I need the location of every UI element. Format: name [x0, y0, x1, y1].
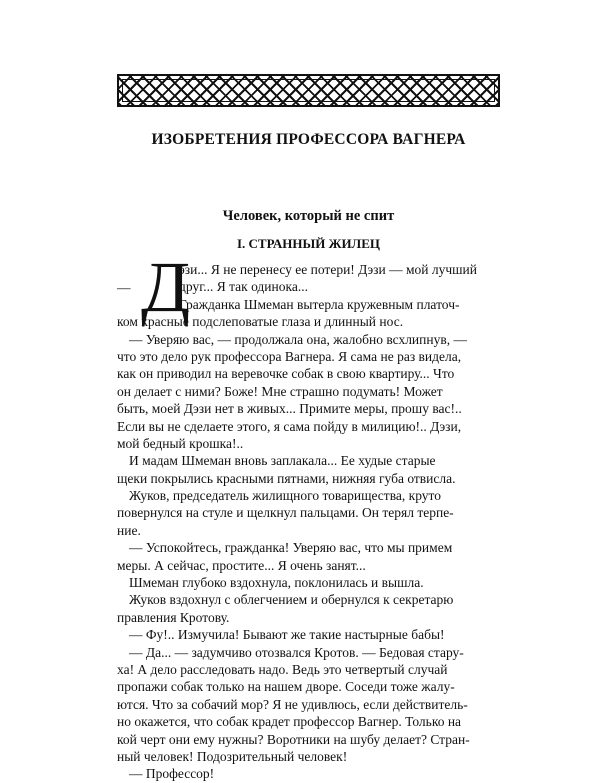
text-line: что это дело рук профессора Вагнера. Я сама не раз видела,	[117, 348, 462, 364]
part-title: ИЗОБРЕТЕНИЯ ПРОФЕССОРА ВАГНЕРА	[151, 131, 466, 148]
text-line: — Фу!.. Измучила! Бывают же такие настырные бабы!	[129, 627, 445, 643]
drop-cap: Д	[141, 247, 191, 327]
text-line: ются. Что за собачий мор? Я не удивлюсь, если действитель-	[117, 696, 468, 712]
text-line: он делает с ними? Боже! Мне страшно подумать! Может	[117, 383, 443, 399]
text-line: Жуков, председатель жилищного товарищества, круто	[129, 488, 441, 504]
text-line: Гражданка Шмеман вытерла кружевным платоч-	[179, 296, 460, 312]
text-line: Если вы не сделаете этого, я сама пойду в милицию!.. Дэзи,	[117, 418, 462, 434]
text-line: ха! А дело расследовать надо. Ведь это четвертый случай	[117, 661, 448, 677]
text-line: И мадам Шмеман вновь заплакала... Ее худые старые	[129, 453, 436, 469]
text-line: мой бедный крошка!..	[117, 435, 244, 451]
text-line: друг... Я так одинока...	[179, 279, 308, 295]
text-line: правления Кротову.	[117, 609, 230, 625]
text-line: Жуков вздохнул с облегчением и обернулся к секретарю	[129, 592, 454, 608]
text-line: ком красные подслеповатые глаза и длинный нос.	[117, 314, 404, 330]
text-line: — Да... — задумчиво отозвался Кротов. — Бедовая стару-	[129, 644, 464, 660]
text-line: — Успокойтесь, гражданка! Уверяю вас, что мы примем	[129, 540, 453, 556]
text-line: повернулся на стуле и щелкнул пальцами. Он терял терпе-	[117, 505, 454, 521]
text-line: ние.	[117, 522, 141, 538]
text-line: эзи... Я не перенесу ее потери! Дэзи — мой лучший	[179, 262, 477, 277]
story-title: Человек, который не спит	[222, 208, 395, 224]
decorative-ornament-band	[117, 74, 500, 107]
text-line: пропажи собак только на нашем дворе. Соседи тоже жалу-	[117, 679, 455, 695]
text-line: кой черт они ему нужны? Воротники на шубу делает? Стран-	[117, 731, 470, 747]
opening-dash: —	[117, 280, 131, 295]
text-line: как он приводил на веревочке собак в свою квартиру... Что	[117, 366, 455, 382]
text-line: — Профессор!	[129, 766, 215, 782]
text-line: Шмеман глубоко вздохнула, поклонилась и вышла.	[129, 575, 424, 591]
text-line: — Уверяю вас, — продолжала она, жалобно всхлипнув, —	[129, 331, 467, 347]
text-line: но окажется, что собак крадет профессор Вагнер. Только на	[117, 714, 462, 730]
text-line: ный человек! Подозрительный человек!	[117, 748, 348, 764]
text-line: щеки покрылись красными пятнами, нижняя губа отвисла.	[117, 470, 456, 486]
text-line: быть, моей Дэзи нет в живых... Примите меры, прошу вас!..	[117, 401, 462, 417]
chapter-heading: I. СТРАННЫЙ ЖИЛЕЦ	[236, 236, 381, 251]
body-text	[117, 261, 500, 783]
text-line: меры. А сейчас, простите... Я очень занят...	[117, 557, 366, 573]
